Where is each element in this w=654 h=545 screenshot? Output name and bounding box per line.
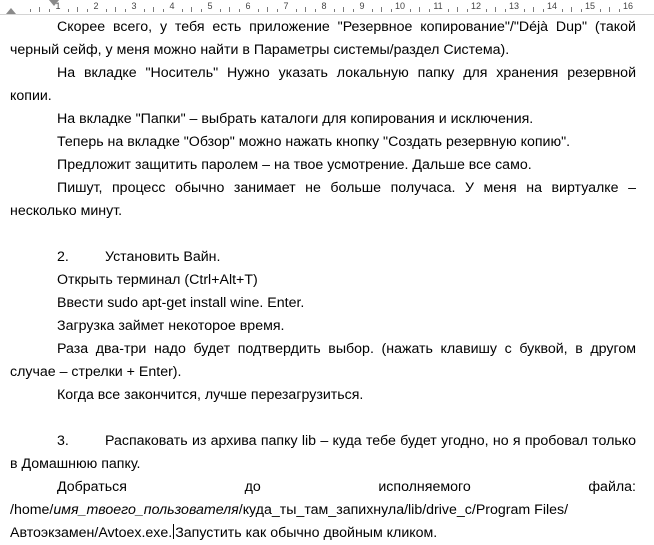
list-item-text: Установить Вайн. bbox=[105, 249, 221, 265]
ruler-tick bbox=[353, 9, 354, 12]
ruler-number: 2 bbox=[93, 1, 99, 11]
paragraph: Теперь на вкладке "Обзор" можно нажать кнопку "Создать резервную копию". bbox=[57, 134, 571, 150]
ruler-tick bbox=[106, 9, 107, 12]
ruler-tick bbox=[391, 9, 392, 12]
ruler-tick bbox=[296, 9, 297, 12]
ruler-number: 10 bbox=[394, 1, 406, 11]
path-prefix: /home/ bbox=[10, 502, 54, 518]
ruler-tick bbox=[87, 9, 88, 12]
ruler-tick bbox=[457, 7, 458, 12]
ruler-number: 12 bbox=[470, 1, 482, 11]
ruler-tick bbox=[419, 7, 420, 12]
empty-line bbox=[10, 407, 636, 430]
ruler-tick bbox=[77, 7, 78, 12]
hanging-indent-marker[interactable] bbox=[6, 8, 16, 14]
ruler-tick bbox=[68, 9, 69, 12]
ruler-number: 14 bbox=[546, 1, 558, 11]
ruler-tick bbox=[258, 9, 259, 12]
ruler-tick bbox=[562, 9, 563, 12]
ruler-tick bbox=[115, 7, 116, 12]
paragraph: Раза два-три надо будет подтвердить выбор. (нажать клавишу с буквой, в другом случае – стрелки + Enter). bbox=[10, 341, 636, 380]
paragraph: Открыть терминал (Ctrl+Alt+T) bbox=[57, 272, 258, 288]
ruler-tick bbox=[343, 7, 344, 12]
ruler-number: 1 bbox=[55, 1, 61, 11]
paragraph: Когда все закончится, лучше перезагрузиться. bbox=[57, 387, 364, 403]
ruler-tick bbox=[467, 9, 468, 12]
document-body[interactable] bbox=[10, 16, 636, 545]
empty-line bbox=[10, 223, 636, 246]
ruler-tick bbox=[305, 7, 306, 12]
paragraph: На вкладке "Носитель" Нужно указать локальную папку для хранения резервной копии. bbox=[10, 65, 636, 104]
ruler-tick bbox=[524, 9, 525, 12]
ruler-tick bbox=[220, 9, 221, 12]
paragraph: Загрузка займет некоторое время. bbox=[57, 318, 285, 334]
ruler-tick bbox=[267, 7, 268, 12]
paragraph: Предложит защитить паролем – на твое усмотрение. Дальше все само. bbox=[57, 157, 532, 173]
ruler-tick bbox=[619, 9, 620, 12]
ruler-number: 5 bbox=[207, 1, 213, 11]
ruler-number: 8 bbox=[321, 1, 327, 11]
path-username: имя_твоего_пользователя bbox=[53, 502, 239, 518]
list-item-2 bbox=[10, 246, 636, 269]
ruler-tick bbox=[239, 9, 240, 12]
paragraph-lead: Добраться до исполняемого файла: bbox=[57, 479, 636, 495]
ruler-tick bbox=[571, 7, 572, 12]
ruler-tick bbox=[125, 9, 126, 12]
ruler-number: 16 bbox=[622, 1, 634, 11]
ruler-number: 7 bbox=[283, 1, 289, 11]
ruler-tick bbox=[609, 7, 610, 12]
ruler-tick bbox=[182, 9, 183, 12]
ruler-tick bbox=[533, 7, 534, 12]
ruler-tick bbox=[543, 9, 544, 12]
ruler-tick bbox=[49, 9, 50, 12]
ruler-tick bbox=[229, 7, 230, 12]
paragraph: Пишут, процесс обычно занимает не больше получаса. У меня на виртуалке – несколько минут. bbox=[10, 180, 636, 219]
horizontal-ruler[interactable] bbox=[0, 0, 654, 15]
ruler-tick bbox=[191, 7, 192, 12]
ruler-tick bbox=[277, 9, 278, 12]
path-instruction: Запустить как обычно двойным кликом. bbox=[175, 525, 438, 541]
paragraph: Скорее всего, у тебя есть приложение "Резервное копирование"/"Déjà Dup" (такой черный сейф, у меня можно найти в Параметры системы/раздел Система). bbox=[10, 19, 636, 58]
ruler-tick bbox=[495, 7, 496, 12]
ruler-tick bbox=[372, 9, 373, 12]
ruler-number: 15 bbox=[584, 1, 596, 11]
path-rest: /куда_ты_там_запихнула/lib/drive_c/Program Files/Автоэкзамен/Avtoex.exe. bbox=[10, 502, 569, 541]
paragraph: Ввести sudo apt-get install wine. Enter. bbox=[57, 295, 305, 311]
list-number: 3. bbox=[57, 433, 69, 449]
ruler-number: 3 bbox=[131, 1, 137, 11]
ruler-tick bbox=[600, 9, 601, 12]
ruler-tick bbox=[505, 9, 506, 12]
list-item-text: Распаковать из архива папку lib – куда тебе будет угодно, но я пробовал только в Домашнюю папку. bbox=[10, 433, 636, 472]
ruler-tick bbox=[201, 9, 202, 12]
ruler-tick bbox=[30, 9, 31, 12]
file-path-paragraph bbox=[10, 499, 636, 545]
ruler-tick bbox=[315, 9, 316, 12]
ruler-tick bbox=[334, 9, 335, 12]
ruler-tick bbox=[410, 9, 411, 12]
list-number: 2. bbox=[57, 249, 69, 265]
ruler-tick bbox=[144, 9, 145, 12]
ruler-number: 9 bbox=[359, 1, 365, 11]
ruler-tick bbox=[448, 9, 449, 12]
ruler-number: 6 bbox=[245, 1, 251, 11]
paragraph: На вкладке "Папки" – выбрать каталоги для копирования и исключения. bbox=[57, 111, 534, 127]
ruler-tick bbox=[39, 7, 40, 12]
ruler-number: 13 bbox=[508, 1, 520, 11]
ruler-tick bbox=[581, 9, 582, 12]
ruler-tick bbox=[486, 9, 487, 12]
ruler-number: 4 bbox=[169, 1, 175, 11]
ruler-number: 11 bbox=[433, 1, 443, 11]
ruler-tick bbox=[381, 7, 382, 12]
ruler-tick bbox=[429, 9, 430, 12]
ruler-tick bbox=[153, 7, 154, 12]
list-item-3 bbox=[10, 430, 636, 476]
ruler-tick bbox=[163, 9, 164, 12]
